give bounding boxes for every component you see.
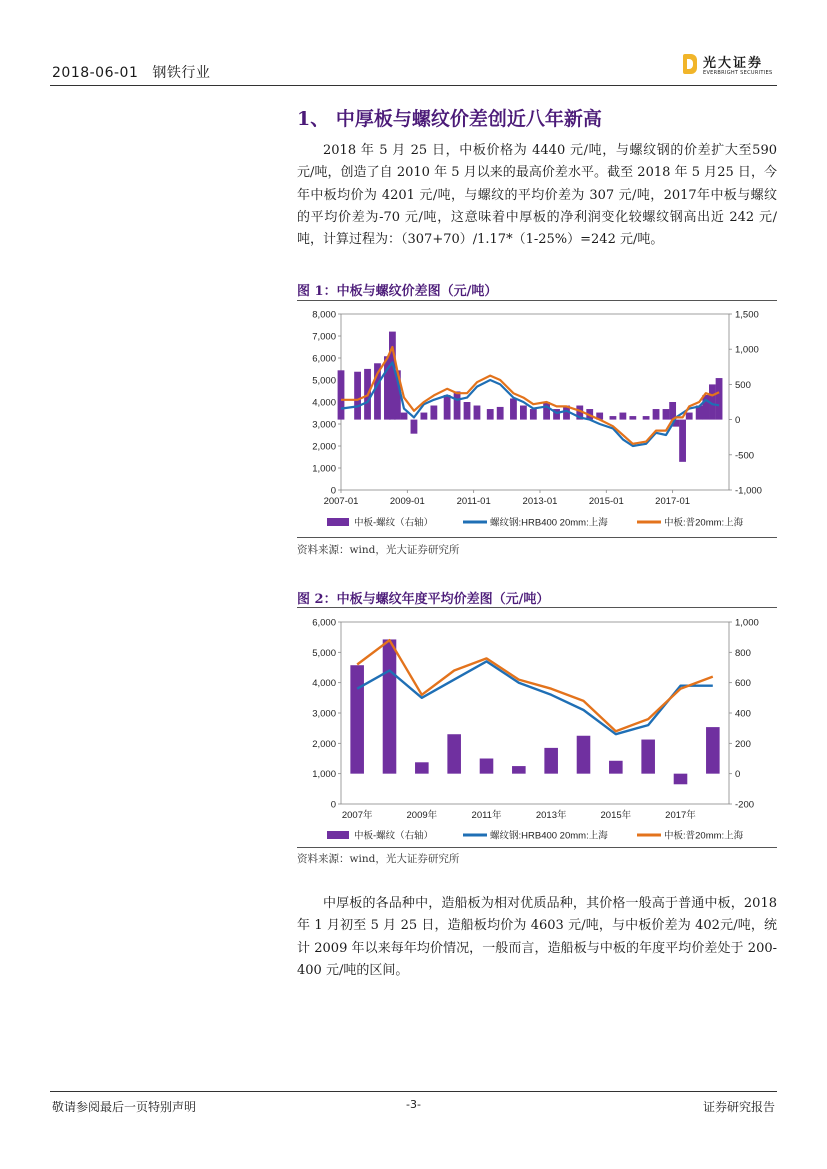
diff-bar: [643, 416, 650, 420]
figure-2-top-rule: [297, 607, 777, 608]
y-right-tick-label: 600: [735, 678, 751, 690]
y-right-tick-label: 200: [735, 738, 751, 750]
logo-text-cn: 光大证券: [703, 56, 764, 71]
diff-bar: [686, 413, 693, 420]
diff-bar: [401, 413, 408, 420]
footer-disclaimer: 敬请参阅最后一页特别声明: [52, 1100, 197, 1114]
figure-1-title: 图 1：中板与螺纹价差图（元/吨）: [297, 284, 498, 299]
x-tick-label: 2015-01: [588, 496, 624, 507]
y-right-tick-label: 0: [735, 415, 741, 427]
legend-label: 中板:普20mm:上海: [664, 830, 744, 842]
y-left-tick-label: 1,000: [312, 769, 336, 781]
plate-annual-line: [357, 640, 713, 731]
y-left-tick-label: 4,000: [312, 678, 336, 690]
x-tick-label: 2013-01: [522, 496, 558, 507]
y-left-tick-label: 2,000: [312, 738, 336, 750]
x-tick-label: 2013年: [535, 810, 567, 821]
figure-2-title: 图 2：中板与螺纹年度平均价差图（元/吨）: [297, 592, 550, 607]
x-tick-label: 2009-01: [389, 496, 425, 507]
y-left-tick-label: 7,000: [312, 331, 336, 343]
plot-area-border: [341, 622, 729, 804]
x-tick-label: 2015年: [600, 810, 632, 821]
x-tick-label: 2009年: [406, 810, 438, 821]
annual-diff-bar: [512, 766, 526, 774]
x-tick-label: 2017年: [665, 810, 696, 821]
y-right-tick-label: -1,000: [735, 485, 762, 497]
diff-bar: [487, 409, 494, 420]
y-left-tick-label: 3,000: [312, 419, 336, 431]
body-paragraph-1: 2018 年 5 月 25 日，中板价格为 4440 元/吨，与螺纹钢的价差扩大至590 元/吨，创造了自 2010 年 5 月以来的最高价差水平。截至 2018 年 5 月25 日，今年中板均价为 4201 元/吨，与螺纹的平均价差为 307 元/吨，2017年中板与螺纹的平均价差为-70 元/吨，这意味着中厚板的净利润变化较螺纹钢高出近 242 元/吨，计算过程为：（307+70）/1.17*（1-25%）=242 元/吨。: [297, 143, 777, 248]
figure-1-top-rule: [297, 300, 777, 301]
diff-bar: [430, 406, 437, 420]
y-left-tick-label: 6,000: [312, 353, 336, 365]
y-right-tick-label: 0: [735, 769, 741, 781]
logo-text-en: EVERBRIGHT SECURITIES: [703, 70, 773, 76]
y-left-tick-label: 0: [330, 799, 336, 811]
report-date: 2018-06-01: [52, 65, 139, 81]
legend-swatch-bar: [327, 831, 349, 839]
y-left-tick-label: 8,000: [312, 309, 336, 321]
annual-diff-bar: [706, 727, 720, 774]
figure-1-bottom-rule: [297, 537, 777, 538]
x-tick-label: 2007-01: [323, 496, 359, 507]
legend-label: 螺纹钢:HRB400 20mm:上海: [490, 830, 608, 842]
y-left-tick-label: 3,000: [312, 708, 336, 720]
diff-bar: [421, 413, 428, 420]
figure-2-bottom-rule: [297, 847, 777, 848]
diff-bar: [716, 378, 723, 420]
diff-bar: [610, 416, 617, 420]
y-right-tick-label: -200: [735, 799, 755, 811]
legend-label: 中板:普20mm:上海: [664, 517, 744, 529]
annual-diff-bar: [641, 740, 655, 774]
page-number: -3-: [406, 1098, 421, 1111]
diff-bar: [464, 402, 471, 420]
annual-diff-bar: [447, 734, 461, 773]
brand-logo: [683, 52, 779, 80]
diff-bar: [444, 395, 451, 420]
y-left-tick-label: 5,000: [312, 647, 336, 659]
diff-bar: [619, 413, 626, 420]
y-right-tick-label: -500: [735, 450, 755, 462]
y-right-tick-label: 500: [735, 379, 751, 391]
annual-diff-bar: [674, 774, 688, 785]
x-tick-label: 2007年: [341, 810, 373, 821]
legend-label: 中板-螺纹（右轴）: [354, 517, 434, 529]
y-right-tick-label: 800: [735, 647, 751, 659]
diff-bar: [497, 407, 504, 420]
body-paragraph-2: 中厚板的各品种中，造船板为相对优质品种，其价格一般高于普通中板，2018 年 1 月初至 5 月 25 日，造船板均价为 4603 元/吨，与中板价差为 402元/吨，统计 2009 年以来每年均价情况，一般而言，造船板与中板的年度平均价差处于 200-400 元/吨的区间。: [297, 896, 777, 978]
x-tick-label: 2011年: [471, 810, 502, 821]
footer-report-type: 证券研究报告: [703, 1100, 776, 1114]
annual-diff-bar: [383, 639, 397, 773]
diff-bar: [338, 370, 345, 419]
diff-bar: [411, 420, 418, 434]
rebar-annual-line: [357, 661, 713, 734]
x-tick-label: 2017-01: [655, 496, 691, 507]
diff-bar: [454, 391, 461, 419]
y-right-tick-label: 1,000: [735, 617, 759, 629]
figure-1-source: 资料来源：wind，光大证券研究所: [297, 544, 460, 556]
figure-2-chart: [297, 610, 777, 846]
diff-bar: [354, 372, 361, 420]
diff-bar: [653, 409, 660, 420]
figure-1-chart: [297, 303, 777, 535]
industry-label: 钢铁行业: [152, 65, 211, 81]
diff-bar: [510, 398, 517, 419]
diff-bar: [679, 420, 686, 462]
diff-bar: [629, 416, 636, 420]
annual-diff-bar: [350, 665, 364, 773]
legend-swatch-bar: [327, 518, 349, 526]
report-header: [52, 62, 210, 82]
annual-diff-bar: [544, 748, 558, 774]
y-left-tick-label: 2,000: [312, 441, 336, 453]
y-left-tick-label: 1,000: [312, 463, 336, 475]
x-tick-label: 2011-01: [456, 496, 491, 507]
y-left-tick-label: 5,000: [312, 375, 336, 387]
y-left-tick-label: 4,000: [312, 397, 336, 409]
footer-divider: [50, 1091, 777, 1092]
header-divider: [50, 85, 777, 86]
annual-diff-bar: [415, 762, 429, 773]
y-right-tick-label: 400: [735, 708, 751, 720]
annual-diff-bar: [609, 761, 623, 774]
y-right-tick-label: 1,000: [735, 344, 759, 356]
legend-label: 螺纹钢:HRB400 20mm:上海: [490, 517, 608, 529]
diff-bar: [520, 406, 527, 420]
diff-bar: [663, 409, 670, 420]
legend-label: 中板-螺纹（右轴）: [354, 830, 434, 842]
y-left-tick-label: 0: [330, 485, 336, 497]
annual-diff-bar: [480, 759, 494, 774]
y-left-tick-label: 6,000: [312, 617, 336, 629]
figure-2-source: 资料来源：wind，光大证券研究所: [297, 853, 460, 865]
diff-bar: [530, 409, 537, 420]
y-right-tick-label: 1,500: [735, 309, 759, 321]
diff-bar: [474, 406, 481, 420]
logo-icon: [683, 54, 697, 74]
diff-bar: [543, 402, 550, 420]
annual-diff-bar: [577, 736, 591, 774]
section-title: 1、 中厚板与螺纹价差创近八年新高: [297, 108, 602, 130]
diff-bar: [702, 395, 709, 420]
